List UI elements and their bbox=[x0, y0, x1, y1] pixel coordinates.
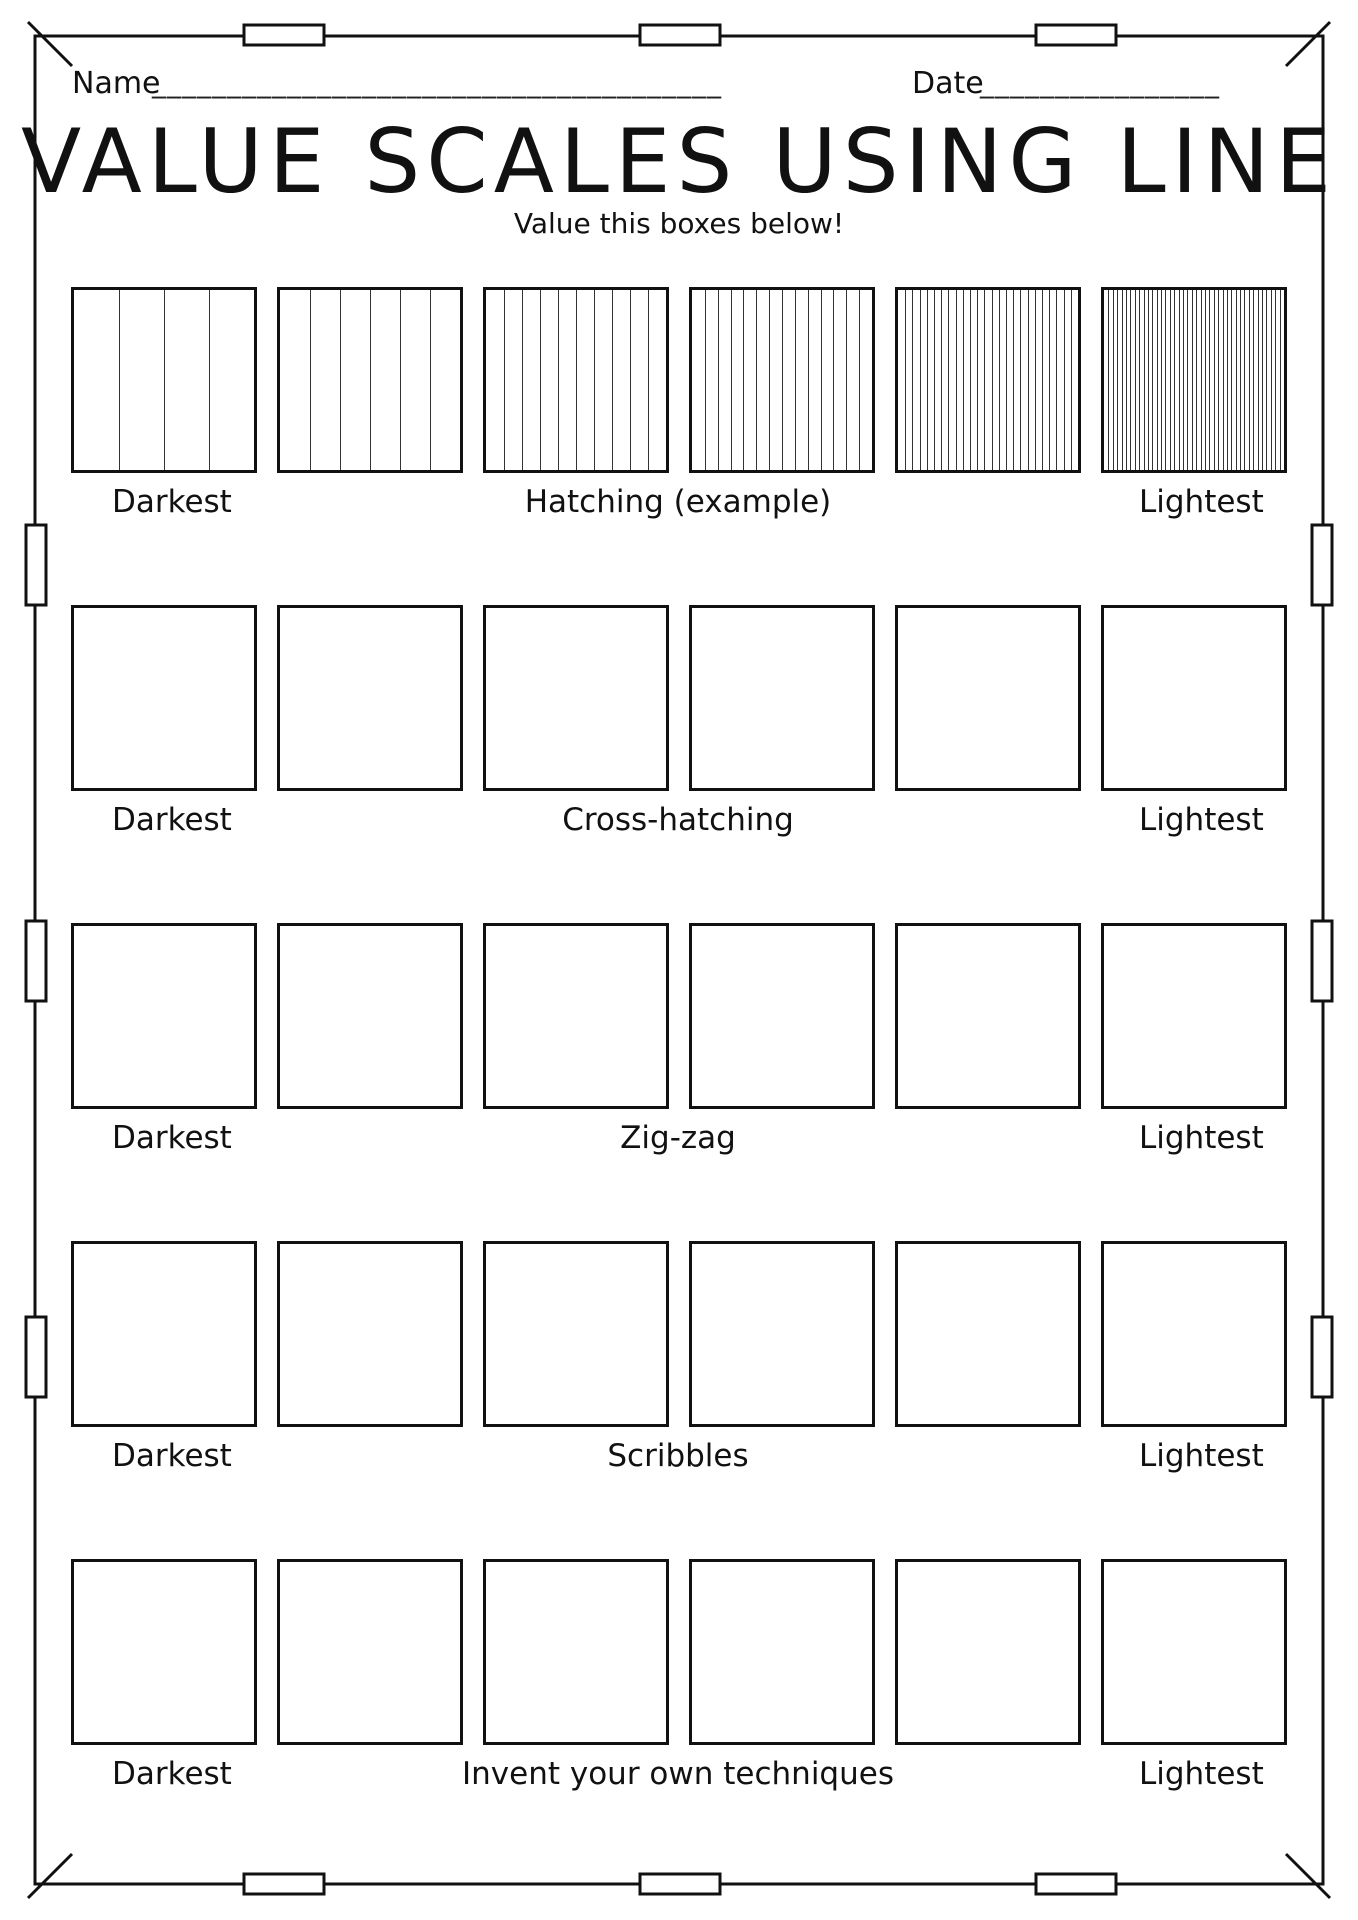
value-box[interactable] bbox=[277, 1241, 463, 1427]
darkest-label: Darkest bbox=[112, 802, 232, 838]
name-field[interactable]: ______________________________________ bbox=[152, 66, 722, 99]
technique-label: Scribbles bbox=[607, 1438, 749, 1474]
value-box[interactable] bbox=[689, 605, 875, 791]
date-field[interactable]: ________________ bbox=[980, 66, 1220, 99]
hatching-pattern bbox=[74, 290, 254, 470]
value-box[interactable] bbox=[895, 287, 1081, 473]
technique-label: Cross-hatching bbox=[562, 802, 794, 838]
value-box[interactable] bbox=[1101, 1241, 1287, 1427]
value-box[interactable] bbox=[71, 287, 257, 473]
lightest-label: Lightest bbox=[1139, 802, 1264, 838]
value-box[interactable] bbox=[483, 605, 669, 791]
value-box[interactable] bbox=[483, 923, 669, 1109]
hatching-pattern bbox=[1104, 290, 1284, 470]
lightest-label: Lightest bbox=[1139, 1438, 1264, 1474]
value-box[interactable] bbox=[71, 923, 257, 1109]
technique-label: Hatching (example) bbox=[524, 484, 832, 520]
value-box[interactable] bbox=[689, 287, 875, 473]
value-box[interactable] bbox=[483, 287, 669, 473]
value-box[interactable] bbox=[689, 1241, 875, 1427]
value-box[interactable] bbox=[277, 287, 463, 473]
value-box[interactable] bbox=[483, 1559, 669, 1745]
value-box[interactable] bbox=[71, 1559, 257, 1745]
value-box[interactable] bbox=[277, 923, 463, 1109]
frame-tab bbox=[640, 25, 720, 45]
lightest-label: Lightest bbox=[1139, 1756, 1264, 1792]
frame-tab bbox=[1312, 525, 1332, 605]
darkest-label: Darkest bbox=[112, 1438, 232, 1474]
value-box[interactable] bbox=[895, 1241, 1081, 1427]
value-box[interactable] bbox=[277, 605, 463, 791]
darkest-label: Darkest bbox=[112, 1756, 232, 1792]
frame-tab bbox=[1036, 25, 1116, 45]
value-box[interactable] bbox=[895, 605, 1081, 791]
value-box[interactable] bbox=[689, 1559, 875, 1745]
darkest-label: Darkest bbox=[112, 484, 232, 520]
page-title: VALUE SCALES USING LINE bbox=[21, 110, 1337, 213]
technique-label: Invent your own techniques bbox=[462, 1756, 894, 1792]
value-box[interactable] bbox=[71, 605, 257, 791]
value-box[interactable] bbox=[1101, 605, 1287, 791]
frame-tab bbox=[640, 1874, 720, 1894]
frame-tab bbox=[1312, 921, 1332, 1001]
darkest-label: Darkest bbox=[112, 1120, 232, 1156]
hatching-pattern bbox=[486, 290, 666, 470]
frame-tab bbox=[244, 1874, 324, 1894]
value-box[interactable] bbox=[71, 1241, 257, 1427]
value-box[interactable] bbox=[483, 1241, 669, 1427]
value-box[interactable] bbox=[895, 923, 1081, 1109]
value-box[interactable] bbox=[895, 1559, 1081, 1745]
technique-label: Zig-zag bbox=[620, 1120, 736, 1156]
frame-tab bbox=[1036, 1874, 1116, 1894]
frame-tab bbox=[26, 525, 46, 605]
value-box[interactable] bbox=[277, 1559, 463, 1745]
name-label: Name bbox=[72, 66, 161, 101]
value-box[interactable] bbox=[1101, 923, 1287, 1109]
hatching-pattern bbox=[692, 290, 872, 470]
lightest-label: Lightest bbox=[1139, 1120, 1264, 1156]
page-subtitle: Value this boxes below! bbox=[513, 207, 845, 240]
date-label: Date bbox=[912, 66, 984, 101]
frame-tab bbox=[26, 1317, 46, 1397]
frame-tab bbox=[26, 921, 46, 1001]
value-box[interactable] bbox=[689, 923, 875, 1109]
frame-tab bbox=[244, 25, 324, 45]
frame-tab bbox=[1312, 1317, 1332, 1397]
value-box[interactable] bbox=[1101, 287, 1287, 473]
hatching-pattern bbox=[280, 290, 460, 470]
hatching-pattern bbox=[898, 290, 1078, 470]
value-box[interactable] bbox=[1101, 1559, 1287, 1745]
lightest-label: Lightest bbox=[1139, 484, 1264, 520]
